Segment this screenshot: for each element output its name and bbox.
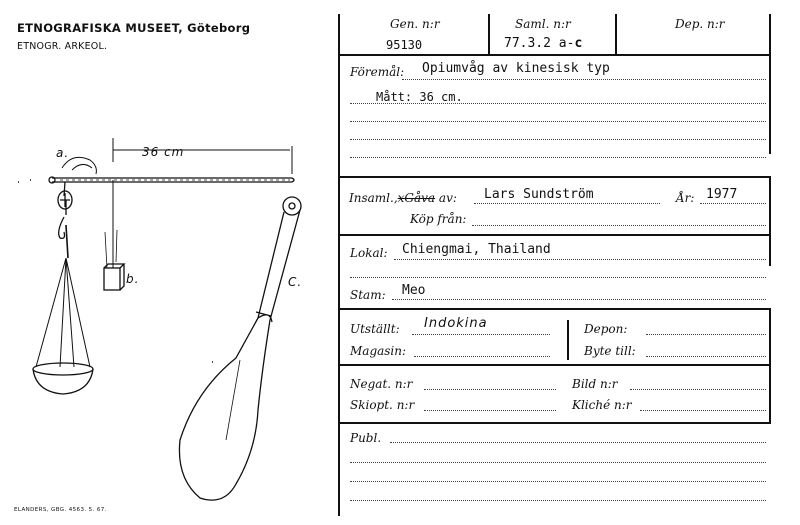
lokal-value: Chiengmai, Thailand [402,242,551,257]
cliche-label: Kliché n:r [572,398,632,412]
saml-label: Saml. n:r [515,17,571,31]
scale-handle [179,197,301,500]
byte-label: Byte till: [584,344,636,358]
foremal-label: Föremål: [350,65,405,79]
lokal-label: Lokal: [350,246,388,260]
publ-label: Publ. [350,431,382,445]
utstallt-label: Utställt: [350,322,400,336]
ar-label: År: [676,191,695,205]
card-left-border [338,14,340,516]
matt-value: Mått: 36 cm. [376,90,463,104]
utstallt-value: Indokina [424,316,488,331]
card-right-border [769,14,771,154]
label-c: C. [288,275,303,289]
dimension-line [113,138,292,174]
scale-weight [104,268,120,290]
negat-label: Negat. n:r [350,377,413,391]
foremal-value: Opiumvåg av kinesisk typ [422,61,610,76]
insaml-label: Insaml.,xGåva av: [349,191,457,205]
depon-label: Depon: [584,322,628,336]
label-a: a. [56,146,70,160]
magasin-label: Magasin: [350,344,407,358]
saml-value: 77.3.2 a-c [504,36,583,51]
gen-value: 95130 [386,38,423,52]
stam-label: Stam: [350,288,386,302]
insaml-value: Lars Sundström [484,187,594,202]
label-b: b. [126,272,140,286]
museum-name: ETNOGRAFISKA MUSEET, Göteborg [17,21,251,35]
printer-imprint: ELANDERS, GBG. 4563. 5. 67. [14,507,107,513]
department-name: ETNOGR. ARKEOL. [17,41,108,52]
kop-label: Köp från: [410,212,467,226]
skiopt-label: Skiopt. n:r [350,398,415,412]
stam-value: Meo [402,283,426,298]
gen-label: Gen. n:r [390,17,440,31]
scale-beam [52,178,294,182]
measure-label: 36 cm [142,145,185,159]
bild-label: Bild n:r [572,377,618,391]
dep-label: Dep. n:r [675,17,725,31]
scale-pan [33,363,93,375]
ar-value: 1977 [706,187,738,202]
